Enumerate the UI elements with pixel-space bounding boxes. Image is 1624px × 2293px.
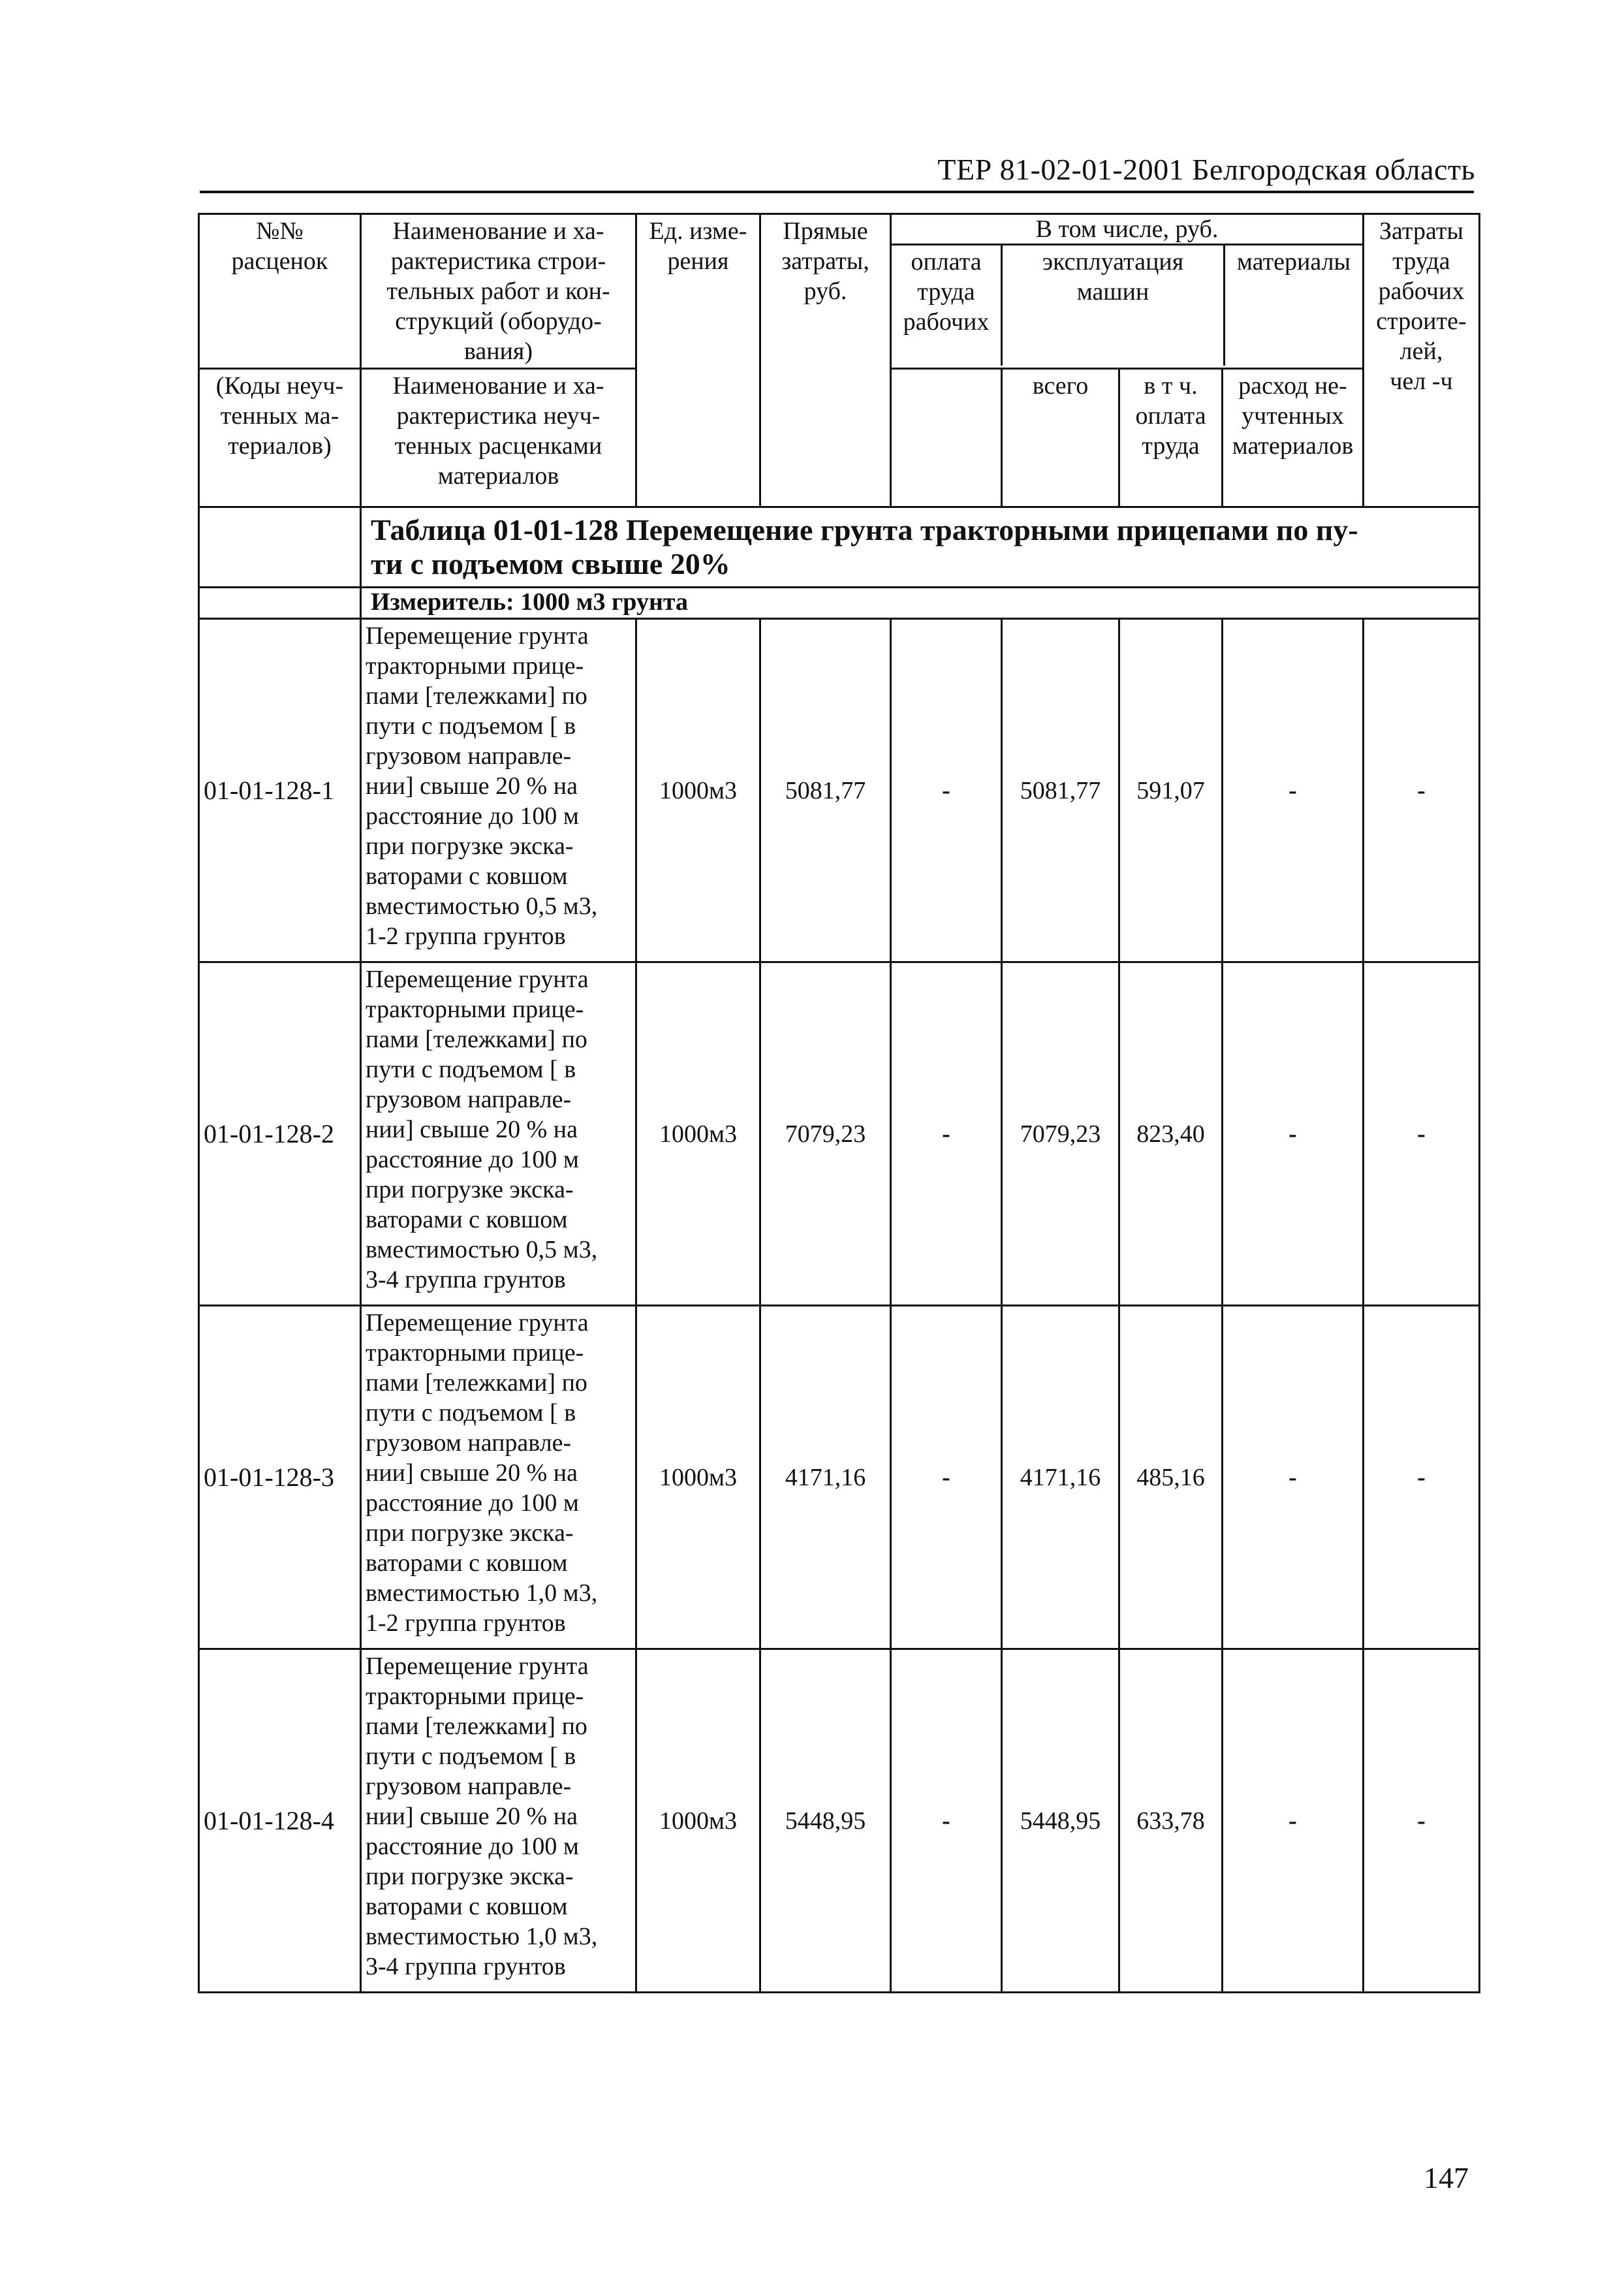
rate-description-line: расстояние до 100 м (366, 1833, 579, 1860)
head-direct: Прямые затраты, руб. (760, 214, 891, 507)
rate-code: 01-01-128-1 (199, 619, 361, 962)
rate-description-line: нии] свыше 20 % на (366, 1116, 578, 1143)
rate-description-line: Перемещение грунта (366, 622, 589, 650)
rate-labor-cost: - (1364, 1649, 1480, 1993)
rate-description-line: грузовом направле- (366, 1773, 572, 1800)
rate-description-line: ваторами с ковшом (366, 1893, 568, 1920)
table-head-row-1 (199, 214, 1480, 369)
rate-description-line: при погрузке экска- (366, 832, 574, 860)
head-materials-sub: расход не- учтенных материалов (1223, 369, 1364, 507)
rate-materials: - (1223, 619, 1364, 962)
rate-description-line: пути с подъемом [ в (366, 1743, 576, 1770)
head-incl-group (891, 214, 1364, 369)
rate-description-line: пути с подъемом [ в (366, 1399, 576, 1427)
rate-description-line: ваторами с ковшом (366, 1206, 568, 1233)
head-machines: эксплуатация машин (1003, 245, 1225, 366)
section-title-row (199, 507, 1480, 588)
measure-blank (199, 588, 361, 619)
rate-description-line: при погрузке экска- (366, 1176, 574, 1203)
rate-machines-labor: 485,16 (1119, 1306, 1223, 1649)
rate-labor-pay: - (891, 1649, 1002, 1993)
rate-description-line: ваторами с ковшом (366, 862, 568, 890)
rate-description-line: нии] свыше 20 % на (366, 1803, 578, 1830)
rate-description-line: тракторными прице- (366, 1683, 584, 1710)
rate-unit: 1000м3 (636, 962, 760, 1306)
head-machines-total: всего (1002, 369, 1119, 507)
rate-description-line: Перемещение грунта (366, 1309, 589, 1336)
rate-machines-total: 5081,77 (1002, 619, 1119, 962)
rate-machines-labor: 633,78 (1119, 1649, 1223, 1993)
rate-description-line: вместимостью 1,0 м3, (366, 1579, 598, 1607)
rate-labor-cost: - (1364, 1306, 1480, 1649)
head-labor-pay: оплата труда рабочих (892, 245, 1003, 366)
rate-description-line: Перемещение грунта (366, 966, 589, 993)
rate-machines-labor: 823,40 (1119, 962, 1223, 1306)
rate-description-line: тракторными прице- (366, 652, 584, 680)
rate-description (361, 1306, 636, 1649)
rate-labor-pay: - (891, 619, 1002, 962)
rate-machines-total: 5448,95 (1002, 1649, 1119, 1993)
rate-description-line: вместимостью 0,5 м3, (366, 893, 598, 920)
rate-description-line: нии] свыше 20 % на (366, 1459, 578, 1487)
table-row (199, 619, 1480, 962)
rate-description-line: тракторными прице- (366, 996, 584, 1023)
rate-labor-cost: - (1364, 619, 1480, 962)
rate-unit: 1000м3 (636, 1306, 760, 1649)
rate-code: 01-01-128-2 (199, 962, 361, 1306)
rate-labor-pay: - (891, 1306, 1002, 1649)
rate-description-line: при погрузке экска- (366, 1519, 574, 1547)
rate-description-line: грузовом направле- (366, 1429, 572, 1457)
table-row (199, 1306, 1480, 1649)
rate-description-line: 1-2 группа грунтов (366, 923, 566, 950)
rate-machines-labor: 591,07 (1119, 619, 1223, 962)
measure-row (199, 588, 1480, 619)
rate-machines-total: 7079,23 (1002, 962, 1119, 1306)
rate-description-line: пами [тележками] по (366, 1026, 587, 1053)
rate-description-line: пути с подъемом [ в (366, 712, 576, 740)
head-materials: материалы (1236, 248, 1351, 276)
rate-code: 01-01-128-3 (199, 1306, 361, 1649)
head-name: Наименование и ха- рактеристика строи- тельных работ и кон- струкций (оборудо- вания) (361, 214, 636, 369)
rates-table (198, 213, 1480, 1993)
rate-direct-cost: 4171,16 (760, 1306, 891, 1649)
rate-description-line: пути с подъемом [ в (366, 1056, 576, 1083)
rate-description-line: грузовом направле- (366, 1086, 572, 1113)
head-incl-title: В том числе, руб. (892, 215, 1362, 245)
rate-description-line: Перемещение грунта (366, 1653, 589, 1680)
rate-unit: 1000м3 (636, 1649, 760, 1993)
page-number: 147 (1424, 2161, 1469, 2194)
section-title: Таблица 01-01-128 Перемещение грунта тракторными прицепами по пу- ти с подъемом свыше 20% (361, 507, 1480, 588)
head-name-sub: Наименование и ха- рактеристика неуч- тенных расценками материалов (361, 369, 636, 507)
rate-description-line: нии] свыше 20 % на (366, 772, 578, 800)
rate-description-line: расстояние до 100 м (366, 1489, 579, 1517)
rate-direct-cost: 5081,77 (760, 619, 891, 962)
measure-label: Измеритель: 1000 м3 грунта (361, 588, 1480, 619)
rate-description-line: вместимостью 0,5 м3, (366, 1236, 598, 1263)
running-header: ТЕР 81-02-01-2001 Белгородская область (937, 153, 1475, 186)
rate-direct-cost: 7079,23 (760, 962, 891, 1306)
table-row (199, 962, 1480, 1306)
table-row (199, 1649, 1480, 1993)
head-labor-cost: Затраты труда рабочих строите- лей, чел -ч (1364, 214, 1480, 507)
rate-description-line: 1-2 группа грунтов (366, 1609, 566, 1637)
rate-materials: - (1223, 1649, 1364, 1993)
rate-description (361, 962, 636, 1306)
rate-description-line: пами [тележками] по (366, 1369, 587, 1397)
rate-description-line: грузовом направле- (366, 742, 572, 770)
rate-description (361, 1649, 636, 1993)
rate-description-line: вместимостью 1,0 м3, (366, 1923, 598, 1950)
rate-labor-cost: - (1364, 962, 1480, 1306)
rate-unit: 1000м3 (636, 619, 760, 962)
head-code: №№ расценок (199, 214, 361, 369)
rate-description-line: ваторами с ковшом (366, 1549, 568, 1577)
rate-description-line: расстояние до 100 м (366, 1146, 579, 1173)
head-unit: Ед. изме- рения (636, 214, 760, 507)
section-title-blank (199, 507, 361, 588)
rate-description-line: пами [тележками] по (366, 1713, 587, 1740)
rate-materials: - (1223, 1306, 1364, 1649)
rate-labor-pay: - (891, 962, 1002, 1306)
rate-description (361, 619, 636, 962)
rate-code: 01-01-128-4 (199, 1649, 361, 1993)
rate-description-line: расстояние до 100 м (366, 802, 579, 830)
rate-description-line: пами [тележками] по (366, 682, 587, 710)
rate-description-line: 3-4 группа грунтов (366, 1266, 566, 1293)
head-labor-pay-sub (891, 369, 1002, 507)
rate-direct-cost: 5448,95 (760, 1649, 891, 1993)
head-code-sub: (Коды неуч- тенных ма- териалов) (199, 369, 361, 507)
rate-machines-total: 4171,16 (1002, 1306, 1119, 1649)
header-rule (200, 191, 1474, 193)
rate-description-line: 3-4 группа грунтов (366, 1953, 566, 1980)
head-machines-labor: в т ч. оплата труда (1119, 369, 1223, 507)
rate-materials: - (1223, 962, 1364, 1306)
rate-description-line: тракторными прице- (366, 1339, 584, 1367)
rate-description-line: при погрузке экска- (366, 1863, 574, 1890)
